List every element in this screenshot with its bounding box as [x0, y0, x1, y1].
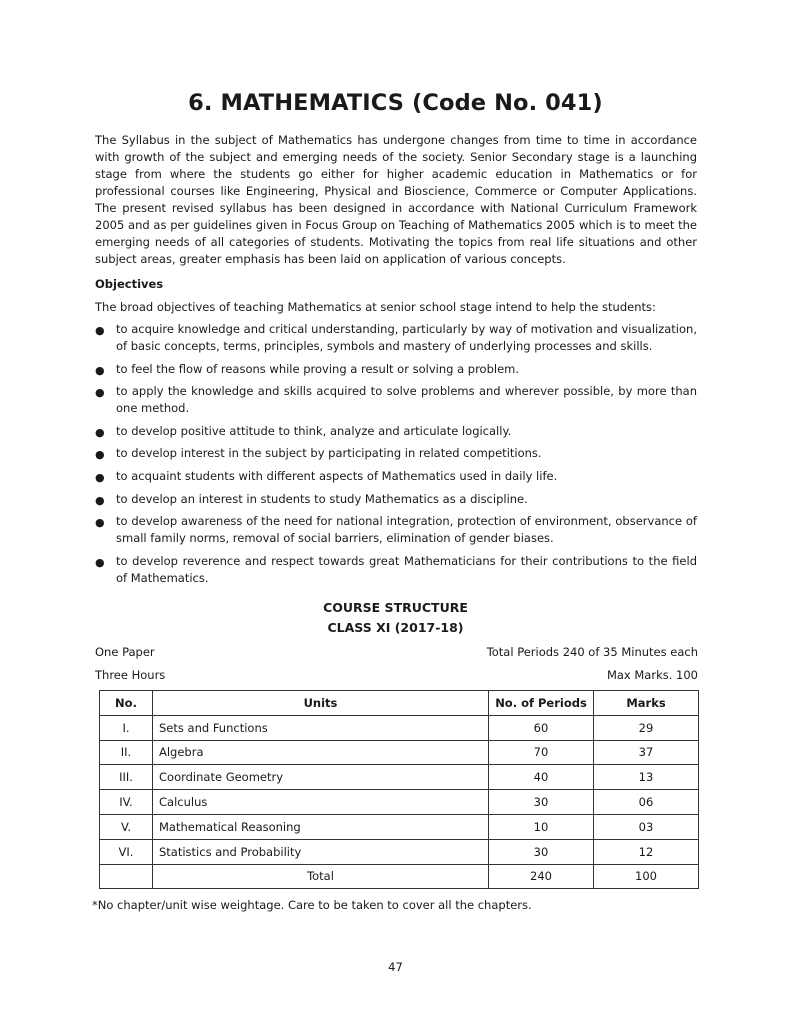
objective-text: to develop reverence and respect towards great Mathematicians for their contributions to the field of Mathematics.	[116, 553, 697, 585]
course-units-table	[99, 690, 699, 889]
list-item	[95, 423, 697, 440]
footnote: *No chapter/unit wise weightage. Care to be taken to cover all the chapters.	[92, 898, 532, 912]
objective-text: to develop interest in the subject by participating in related competitions.	[116, 446, 542, 461]
unit-marks: 12	[594, 839, 699, 864]
unit-name: Statistics and Probability	[153, 839, 489, 864]
bullet-icon: ●	[95, 493, 105, 507]
list-item	[95, 445, 697, 462]
list-item	[95, 513, 697, 547]
list-item	[95, 553, 697, 587]
unit-name: Algebra	[153, 740, 489, 765]
header-marks: Marks	[594, 691, 699, 716]
table-row	[100, 814, 699, 839]
unit-no: VI.	[100, 839, 153, 864]
paper-count: One Paper	[95, 645, 155, 659]
page-number: 47	[388, 960, 403, 974]
page-title: 6. MATHEMATICS (Code No. 041)	[188, 90, 603, 116]
header-periods: No. of Periods	[489, 691, 594, 716]
objective-text: to develop awareness of the need for national integration, protection of environment, observance of small family norms, removal of social barriers, elimination of gender biases.	[116, 514, 697, 546]
bullet-icon: ●	[95, 425, 105, 439]
table-header-row	[100, 691, 699, 716]
list-item	[95, 361, 697, 378]
unit-marks: 29	[594, 715, 699, 740]
list-item	[95, 468, 697, 485]
list-item	[95, 383, 697, 417]
objectives-list	[95, 321, 697, 592]
unit-no: V.	[100, 814, 153, 839]
table-row	[100, 715, 699, 740]
list-item	[95, 491, 697, 508]
max-marks: Max Marks. 100	[606, 668, 698, 682]
class-heading: CLASS XI (2017-18)	[327, 620, 464, 635]
table-row	[100, 790, 699, 815]
unit-periods: 40	[489, 765, 594, 790]
bullet-icon: ●	[95, 555, 105, 569]
intro-paragraph: The Syllabus in the subject of Mathematics has undergone changes from time to time in accordance with growth of the subject and emerging needs of the society. Senior Secondary stage is a launching stage from where the students go either for higher academic education in Mathematics or for professional courses like Engineering, Physical and Bioscience, Commerce or Computer Applications. The present revised syllabus has been designed in accordance with National Curriculum Framework 2005 and as per guidelines given in Focus Group on Teaching of Mathematics 2005 which is to meet the emerging needs of all categories of students. Motivating the topics from real life situations and other subject areas, greater emphasis has been laid on application of various concepts.	[95, 133, 697, 266]
unit-marks: 37	[594, 740, 699, 765]
total-periods-info: Total Periods 240 of 35 Minutes each	[486, 645, 698, 659]
bullet-icon: ●	[95, 324, 105, 337]
unit-periods: 30	[489, 790, 594, 815]
unit-marks: 06	[594, 790, 699, 815]
unit-no: I.	[100, 715, 153, 740]
objective-text: to acquire knowledge and critical understanding, particularly by way of motivation and visualization, of basic concepts, terms, principles, symbols and mastery of underlying processes and skills.	[116, 322, 697, 353]
paper-info-row	[95, 645, 698, 659]
total-periods: 240	[489, 864, 594, 889]
unit-name: Sets and Functions	[153, 715, 489, 740]
unit-name: Mathematical Reasoning	[153, 814, 489, 839]
objectives-lead: The broad objectives of teaching Mathematics at senior school stage intend to help the students:	[95, 300, 656, 314]
unit-periods: 30	[489, 839, 594, 864]
unit-marks: 13	[594, 765, 699, 790]
unit-periods: 60	[489, 715, 594, 740]
table-row	[100, 839, 699, 864]
bullet-icon: ●	[95, 363, 105, 377]
objective-text: to apply the knowledge and skills acquired to solve problems and wherever possible, by more than one method.	[116, 384, 697, 416]
bullet-icon: ●	[95, 386, 105, 400]
table-total-row	[100, 864, 699, 889]
total-empty-cell	[100, 864, 153, 889]
unit-periods: 70	[489, 740, 594, 765]
unit-name: Calculus	[153, 790, 489, 815]
objective-text: to feel the flow of reasons while proving a result or solving a problem.	[116, 361, 520, 376]
table-row	[100, 740, 699, 765]
bullet-icon: ●	[95, 470, 105, 484]
objective-text: to develop positive attitude to think, analyze and articulate logically.	[116, 423, 512, 438]
unit-marks: 03	[594, 814, 699, 839]
objective-text: to acquaint students with different aspects of Mathematics used in daily life.	[116, 468, 558, 483]
total-label: Total	[153, 864, 489, 889]
course-structure-heading: COURSE STRUCTURE	[323, 600, 468, 615]
table-row	[100, 765, 699, 790]
objective-text: to develop an interest in students to study Mathematics as a discipline.	[116, 491, 528, 506]
bullet-icon: ●	[95, 448, 105, 462]
list-item	[95, 321, 697, 355]
unit-name: Coordinate Geometry	[153, 765, 489, 790]
header-units: Units	[153, 691, 489, 716]
bullet-icon: ●	[95, 516, 105, 530]
duration-info-row	[95, 668, 698, 682]
unit-no: II.	[100, 740, 153, 765]
unit-periods: 10	[489, 814, 594, 839]
total-marks: 100	[594, 864, 699, 889]
unit-no: IV.	[100, 790, 153, 815]
header-no: No.	[100, 691, 153, 716]
duration: Three Hours	[95, 668, 166, 682]
objectives-heading: Objectives	[95, 277, 164, 291]
unit-no: III.	[100, 765, 153, 790]
